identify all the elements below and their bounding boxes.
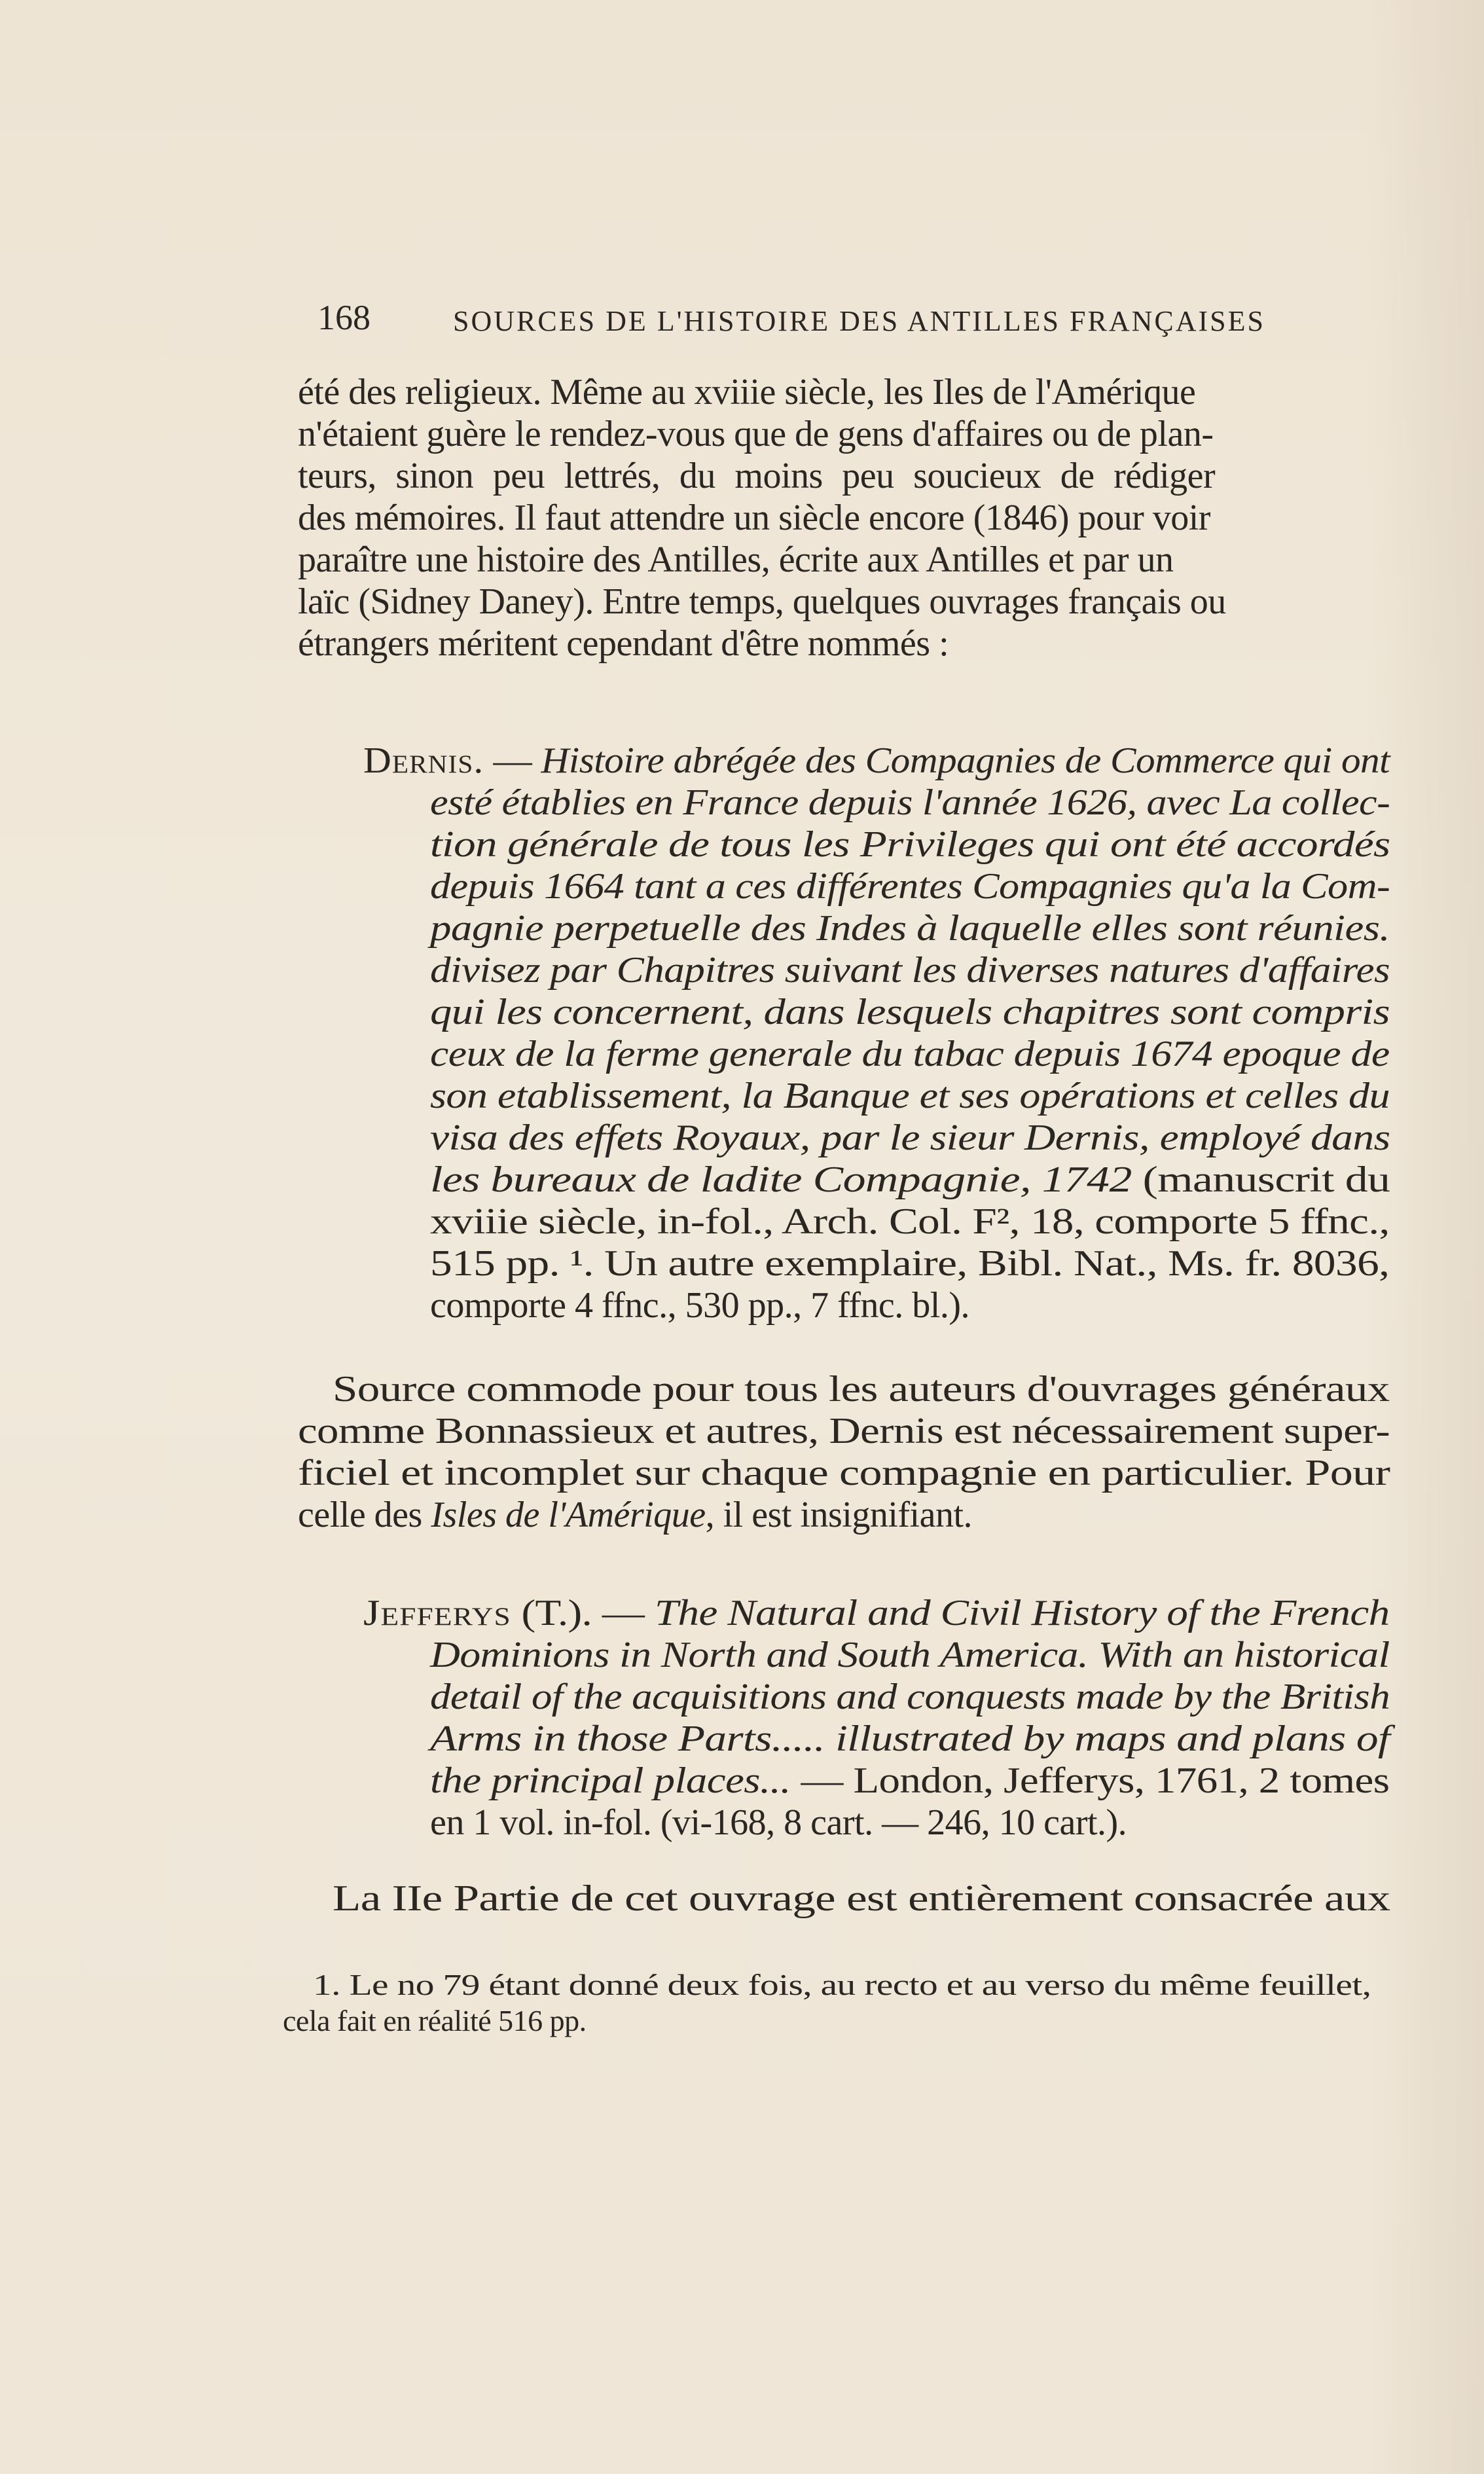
- entry-title: Histoire abrégée des Compagnies de Commerce qui ont: [541, 740, 1390, 781]
- entry-title-line: tion générale de tous les Privileges qui ont été accordés: [430, 824, 1390, 865]
- entry-title-line: son etablissement, la Banque et ses opérations et celles du: [430, 1076, 1390, 1116]
- entry-details-line: xviiie siècle, in-fol., Arch. Col. F², 18, comporte 5 ffnc.,: [430, 1201, 1390, 1242]
- text-line: comme Bonnassieux et autres, Dernis est nécessairement super-: [298, 1411, 1390, 1451]
- text-line: paraître une histoire des Antilles, écrite aux Antilles et par un: [298, 539, 1174, 580]
- entry-mixed-line: the principal places... — London, Jefferys, 1761, 2 tomes: [430, 1760, 1390, 1801]
- running-title: SOURCES DE L'HISTOIRE DES ANTILLES FRANÇAISES: [453, 305, 1265, 337]
- page-number: 168: [317, 298, 371, 337]
- entry-title-line: Dominions in North and South America. With an historical: [430, 1635, 1390, 1675]
- closing-paragraph: La IIe Partie de cet ouvrage est entièrement consacrée aux: [333, 1878, 1390, 1919]
- entry-title-line: visa des effets Royaux, par le sieur Dernis, employé dans: [430, 1118, 1390, 1158]
- entry-title-line: pagnie perpetuelle des Indes à laquelle elles sont réunies.: [430, 908, 1390, 949]
- entry-title-line: ceux de la ferme generale du tabac depuis 1674 epoque de: [430, 1034, 1390, 1074]
- text-line: des mémoires. Il faut attendre un siècle encore (1846) pour voir: [298, 498, 1210, 538]
- text-line: teurs, sinon peu lettrés, du moins peu soucieux de rédiger: [298, 456, 1216, 496]
- entry-details-line: comporte 4 ffnc., 530 pp., 7 ffnc. bl.).: [430, 1285, 969, 1326]
- entry-author: Dernis.: [363, 740, 484, 781]
- text-line: Source commode pour tous les auteurs d'ouvrages généraux: [333, 1369, 1390, 1410]
- footnote-line: cela fait en réalité 516 pp.: [283, 2004, 587, 2037]
- entry-details-line: en 1 vol. in-fol. (vi-168, 8 cart. — 246, 10 cart.).: [430, 1802, 1127, 1843]
- entry-title-line: depuis 1664 tant a ces différentes Compagnies qu'a la Com-: [430, 866, 1390, 907]
- text-line: étrangers méritent cependant d'être nommés :: [298, 623, 949, 664]
- entry-title-line: Arms in those Parts..... illustrated by maps and plans of: [430, 1719, 1390, 1759]
- entry-first-line: Jefferys (T.). — The Natural and Civil History of the French: [363, 1593, 1390, 1633]
- text-line: laïc (Sidney Daney). Entre temps, quelques ouvrages français ou: [298, 581, 1226, 622]
- text-line: été des religieux. Même au xviiie siècle, les Iles de l'Amérique: [298, 372, 1196, 412]
- entry-title-line: qui les concernent, dans lesquels chapitres sont compris: [430, 992, 1390, 1032]
- entry-title: The Natural and Civil History of the French: [654, 1593, 1390, 1633]
- entry-details: — London, Jefferys, 1761, 2 tomes: [790, 1760, 1390, 1801]
- text-line: celle des Isles de l'Amérique, il est insignifiant.: [298, 1495, 973, 1535]
- italic-title: Isles de l'Amérique: [431, 1495, 706, 1535]
- text-line: ficiel et incomplet sur chaque compagnie en particulier. Pour: [298, 1453, 1390, 1493]
- entry-author: Jefferys: [363, 1593, 511, 1633]
- entry-title-line: divisez par Chapitres suivant les diverses natures d'affaires: [430, 950, 1390, 991]
- entry-details-line: 515 pp. ¹. Un autre exemplaire, Bibl. Nat., Ms. fr. 8036,: [430, 1243, 1390, 1284]
- text-line: n'étaient guère le rendez-vous que de gens d'affaires ou de plan-: [298, 414, 1214, 454]
- entry-first-line: Dernis. — Histoire abrégée des Compagnies de Commerce qui ont: [363, 740, 1390, 781]
- entry-details: (manuscrit du: [1131, 1159, 1390, 1200]
- entry-title-line: esté établies en France depuis l'année 1626, avec La collec-: [430, 782, 1390, 823]
- page-header: [0, 298, 1484, 337]
- entry-mixed-line: les bureaux de ladite Compagnie, 1742 (manuscrit du: [430, 1159, 1390, 1200]
- footnote-line: 1. Le no 79 étant donné deux fois, au recto et au verso du même feuillet,: [313, 1968, 1371, 2001]
- entry-title-line: detail of the acquisitions and conquests made by the British: [430, 1677, 1390, 1717]
